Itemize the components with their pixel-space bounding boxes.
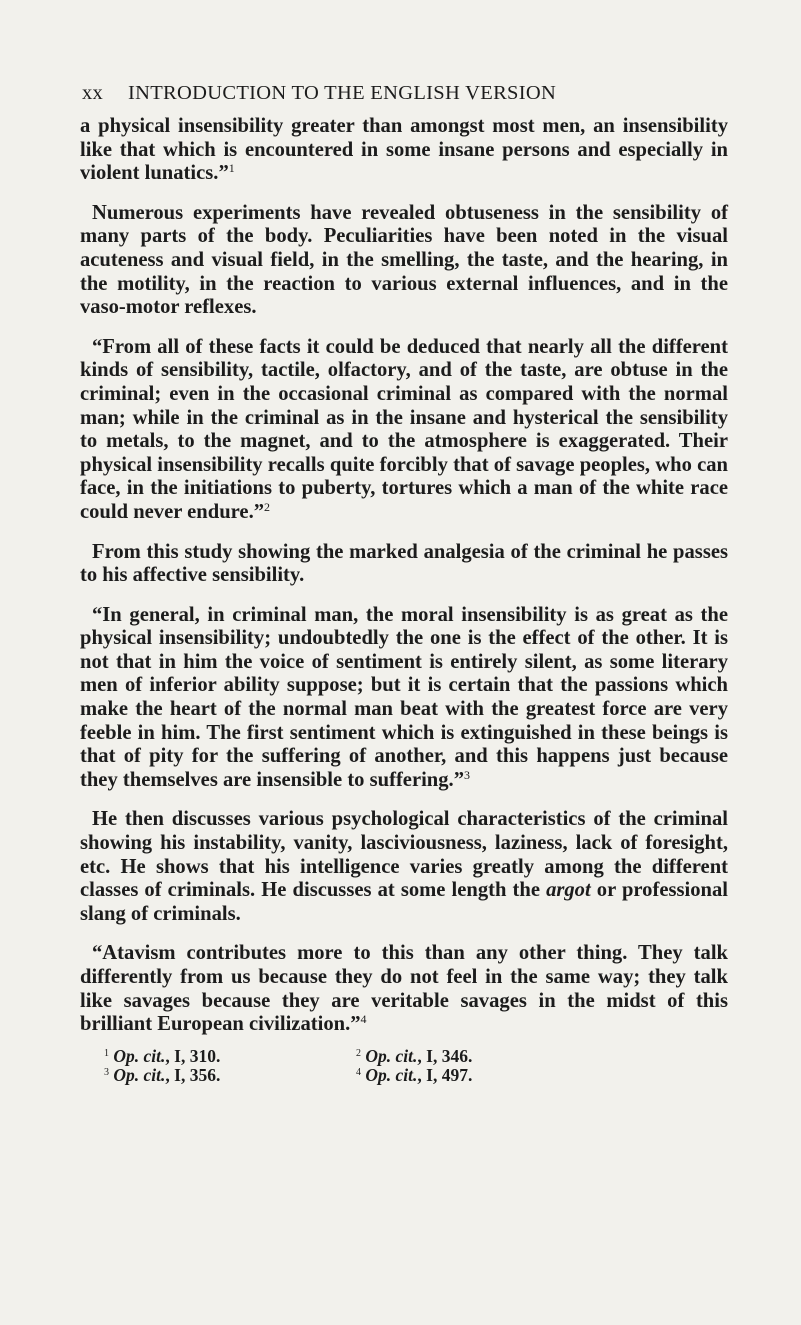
emphasis-argot: argot	[546, 879, 591, 902]
book-page	[80, 82, 728, 1085]
footnote-3: $^3$ Op. cit., I, 356.	[104, 1064, 221, 1085]
running-header	[80, 82, 728, 105]
paragraph-4: From this study showing the marked analgesia of the criminal he passes to his affective sensibility.	[80, 540, 728, 587]
paragraph-2: Numerous experiments have revealed obtuseness in the sensibility of many parts of the body. Peculiarities have been noted in the visual acuteness and visual field, in the smelling, the taste, and the hearing, in the motility, in the reaction to various external influences, and in the vaso-motor reflexes.	[80, 201, 728, 319]
footnote-ref-4: 4	[360, 1012, 367, 1027]
page-number: xx	[82, 82, 104, 104]
footnote-ref-1: 1	[228, 161, 235, 176]
footnote-2: $^2$ Op. cit., I, 346.	[356, 1045, 473, 1066]
footnote-4: $^4$ Op. cit., I, 497.	[356, 1064, 473, 1085]
footnote-ref-3: 3	[464, 767, 471, 782]
paragraph-3: “From all of these facts it could be deduced that nearly all the different kinds of sensibility, tactile, olfactory, and of the taste, are obtuse in the criminal; even in the occasional criminal as compared with the normal man; while in the criminal as in the insane and hysterical the sensibility to metals, to the magnet, and to the atmosphere is exaggerated. Their physical insensibility recalls quite forcibly that of savage peoples, who can face, in the initiations to puberty, tortures which a man of the white race could never endure.”$^2$	[80, 335, 728, 523]
footnotes	[80, 1047, 728, 1085]
paragraph-7: “Atavism contributes more to this than any other thing. They talk differently from us because they do not feel in the same way; they talk like savages because they are veritable savages in the midst of this brilliant European civilization.”$^4$	[80, 942, 728, 1036]
paragraph-1: a physical insensibility greater than amongst most men, an insensibility like that which is encountered in some insane persons and especially in violent lunatics.”$^1$	[80, 115, 728, 185]
footnote-1: $^1$ Op. cit., I, 310.	[104, 1045, 221, 1066]
running-title: INTRODUCTION TO THE ENGLISH VERSION	[128, 82, 557, 104]
paragraph-5: “In general, in criminal man, the moral insensibility is as great as the physical insensibility; undoubtedly the one is the effect of the other. It is not that in him the voice of sentiment is entirely silent, as some literary men of inferior ability suppose; but it is certain that the passions which make the heart of the normal man beat with the greatest force are very feeble in him. The first sentiment which is extinguished in these beings is that of pity for the suffering of another, and this happens just because they themselves are insensible to suffering.”$^3$	[80, 603, 728, 791]
paragraph-6: He then discusses various psychological characteristics of the criminal showing his instability, vanity, lasciviousness, laziness, lack of foresight, etc. He shows that his intelligence varies greatly among the different classes of criminals. He discusses at some length the argot or professional slang of criminals.	[80, 808, 728, 925]
footnote-ref-2: 2	[264, 499, 271, 514]
